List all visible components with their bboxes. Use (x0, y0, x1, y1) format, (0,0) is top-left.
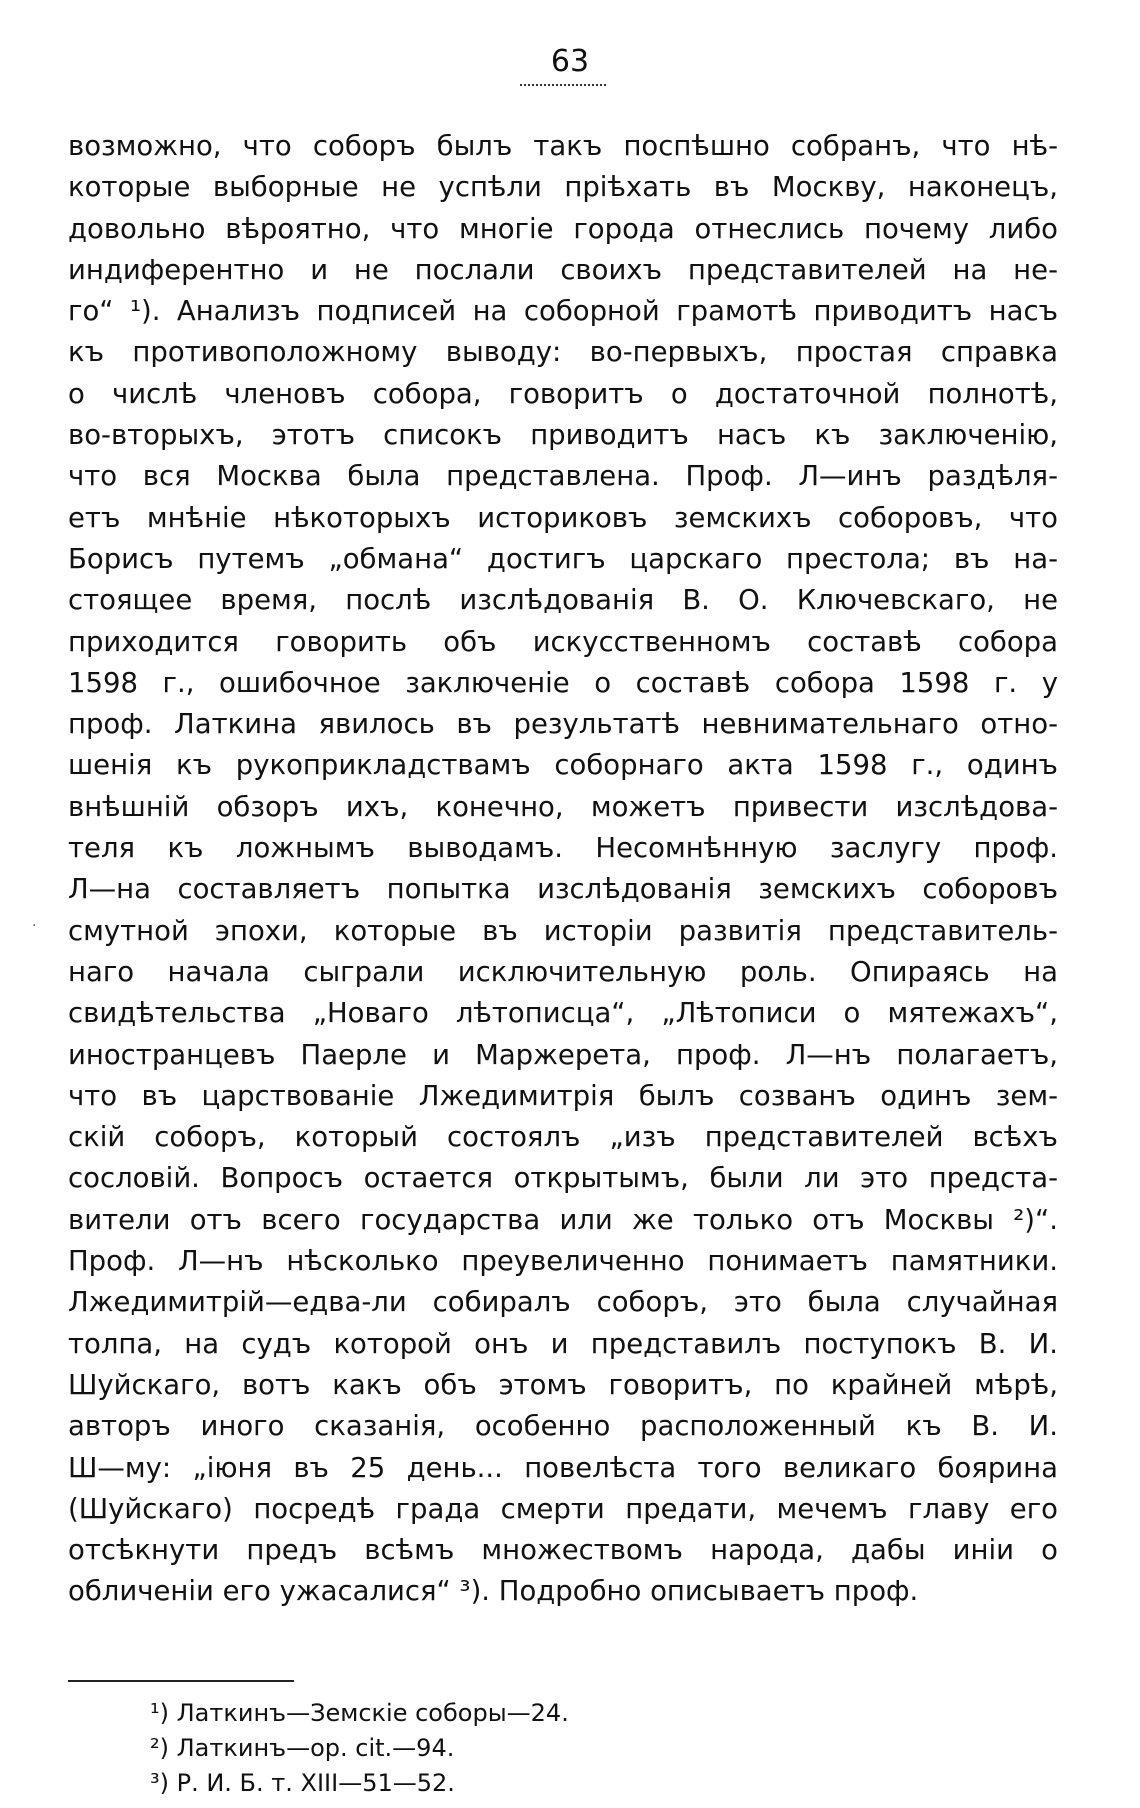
text-line: которые выборные не успѣли пріѣхать въ Москву, наконецъ, (68, 171, 1058, 204)
text-line: приходится говорить объ искусственномъ составѣ собора (68, 625, 1058, 658)
text-line: сословій. Вопросъ остается открытымъ, были ли это предста- (68, 1162, 1058, 1195)
text-line: что въ царствованіе Лжедимитрія былъ созванъ одинъ зем- (68, 1079, 1058, 1112)
text-line: свидѣтельства „Новаго лѣтописца“, „Лѣтописи о мятежахъ“, (68, 997, 1058, 1030)
footnote-3: ³) Р. И. Б. т. XIII—51—52. (150, 1769, 455, 1797)
text-line: иностранцевъ Паерле и Маржерета, проф. Л—нъ полагаетъ, (68, 1038, 1058, 1071)
text-line: наго начала сыграли исключительную роль. Опираясь на (68, 955, 1058, 988)
footnote-2: ²) Латкинъ—op. cit.—94. (150, 1734, 455, 1762)
text-line: Ш—му: „іюня въ 25 день... повелѣста того великаго боярина (68, 1451, 1058, 1484)
text-line: Проф. Л—нъ нѣсколько преувеличенно понимаетъ памятники. (68, 1245, 1058, 1278)
text-line: вители отъ всего государства или же только отъ Москвы ²)“. (68, 1203, 1058, 1236)
text-line: о числѣ членовъ собора, говоритъ о достаточной полнотѣ, (68, 377, 1058, 410)
text-line: во-вторыхъ, этотъ списокъ приводитъ насъ къ заключенію, (68, 419, 1058, 452)
text-line: стоящее время, послѣ изслѣдованія В. О. Ключевскаго, не (68, 584, 1058, 617)
text-line: довольно вѣроятно, что многіе города отнеслись почему либо (68, 212, 1058, 245)
text-line: теля къ ложнымъ выводамъ. Несомнѣнную заслугу проф. (68, 832, 1058, 865)
text-line: го“ ¹). Анализъ подписей на соборной грамотѣ приводитъ насъ (68, 295, 1058, 328)
page-number-underline (520, 84, 606, 86)
text-line: толпа, на судъ которой онъ и представилъ поступокъ В. И. (68, 1327, 1058, 1360)
page-number: 63 (550, 44, 590, 79)
text-line: авторъ иного сказанія, особенно расположенный къ В. И. (68, 1410, 1058, 1443)
text-line: Л—на составляетъ попытка изслѣдованія земскихъ соборовъ (68, 873, 1058, 906)
text-line: къ противоположному выводу: во-первыхъ, простая справка (68, 336, 1058, 369)
text-line: Лжедимитрій—едва-ли собиралъ соборъ, это была случайная (68, 1286, 1058, 1319)
text-line: (Шуйскаго) посредѣ града смерти предати, мечемъ главу его (68, 1492, 1058, 1525)
text-line: обличеніи его ужасалися“ ³). Подробно описываетъ проф. (68, 1575, 919, 1608)
text-line: Шуйскаго, вотъ какъ объ этомъ говоритъ, по крайней мѣрѣ, (68, 1368, 1058, 1401)
text-line: внѣшній обзоръ ихъ, конечно, можетъ привести изслѣдова- (68, 790, 1058, 823)
text-line: возможно, что соборъ былъ такъ поспѣшно собранъ, что нѣ- (68, 130, 1058, 162)
text-line: Борисъ путемъ „обмана“ достигъ царскаго престола; въ на- (68, 542, 1058, 575)
text-line: скій соборъ, который состоялъ „изъ представителей всѣхъ (68, 1121, 1058, 1154)
text-line: отсѣкнути предъ всѣмъ множествомъ народа, дабы иніи о (68, 1534, 1058, 1567)
text-line: шенія къ рукоприкладствамъ собoрнаго акта 1598 г., одинъ (68, 749, 1058, 782)
text-line: что вся Москва была представлена. Проф. Л—инъ раздѣля- (68, 460, 1058, 493)
footnotes (150, 1696, 950, 1801)
text-line: 1598 г., ошибочное заключеніе о составѣ собора 1598 г. у (68, 666, 1058, 699)
text-line: етъ мнѣніе нѣкоторыхъ историковъ земскихъ соборовъ, что (68, 501, 1058, 534)
body-text (68, 126, 1058, 1613)
text-line: проф. Латкина явилось въ результатѣ невнимательнаго отно- (68, 708, 1058, 741)
text-line: смутной эпохи, которые въ исторіи развитія представитель- (68, 914, 1058, 947)
text-line: индиферентно и не послали своихъ представителей на не- (68, 253, 1058, 286)
footnote-1: ¹) Латкинъ—Земскіе соборы—24. (150, 1699, 569, 1727)
footnote-separator (68, 1680, 294, 1682)
margin-mark: · (32, 918, 37, 934)
